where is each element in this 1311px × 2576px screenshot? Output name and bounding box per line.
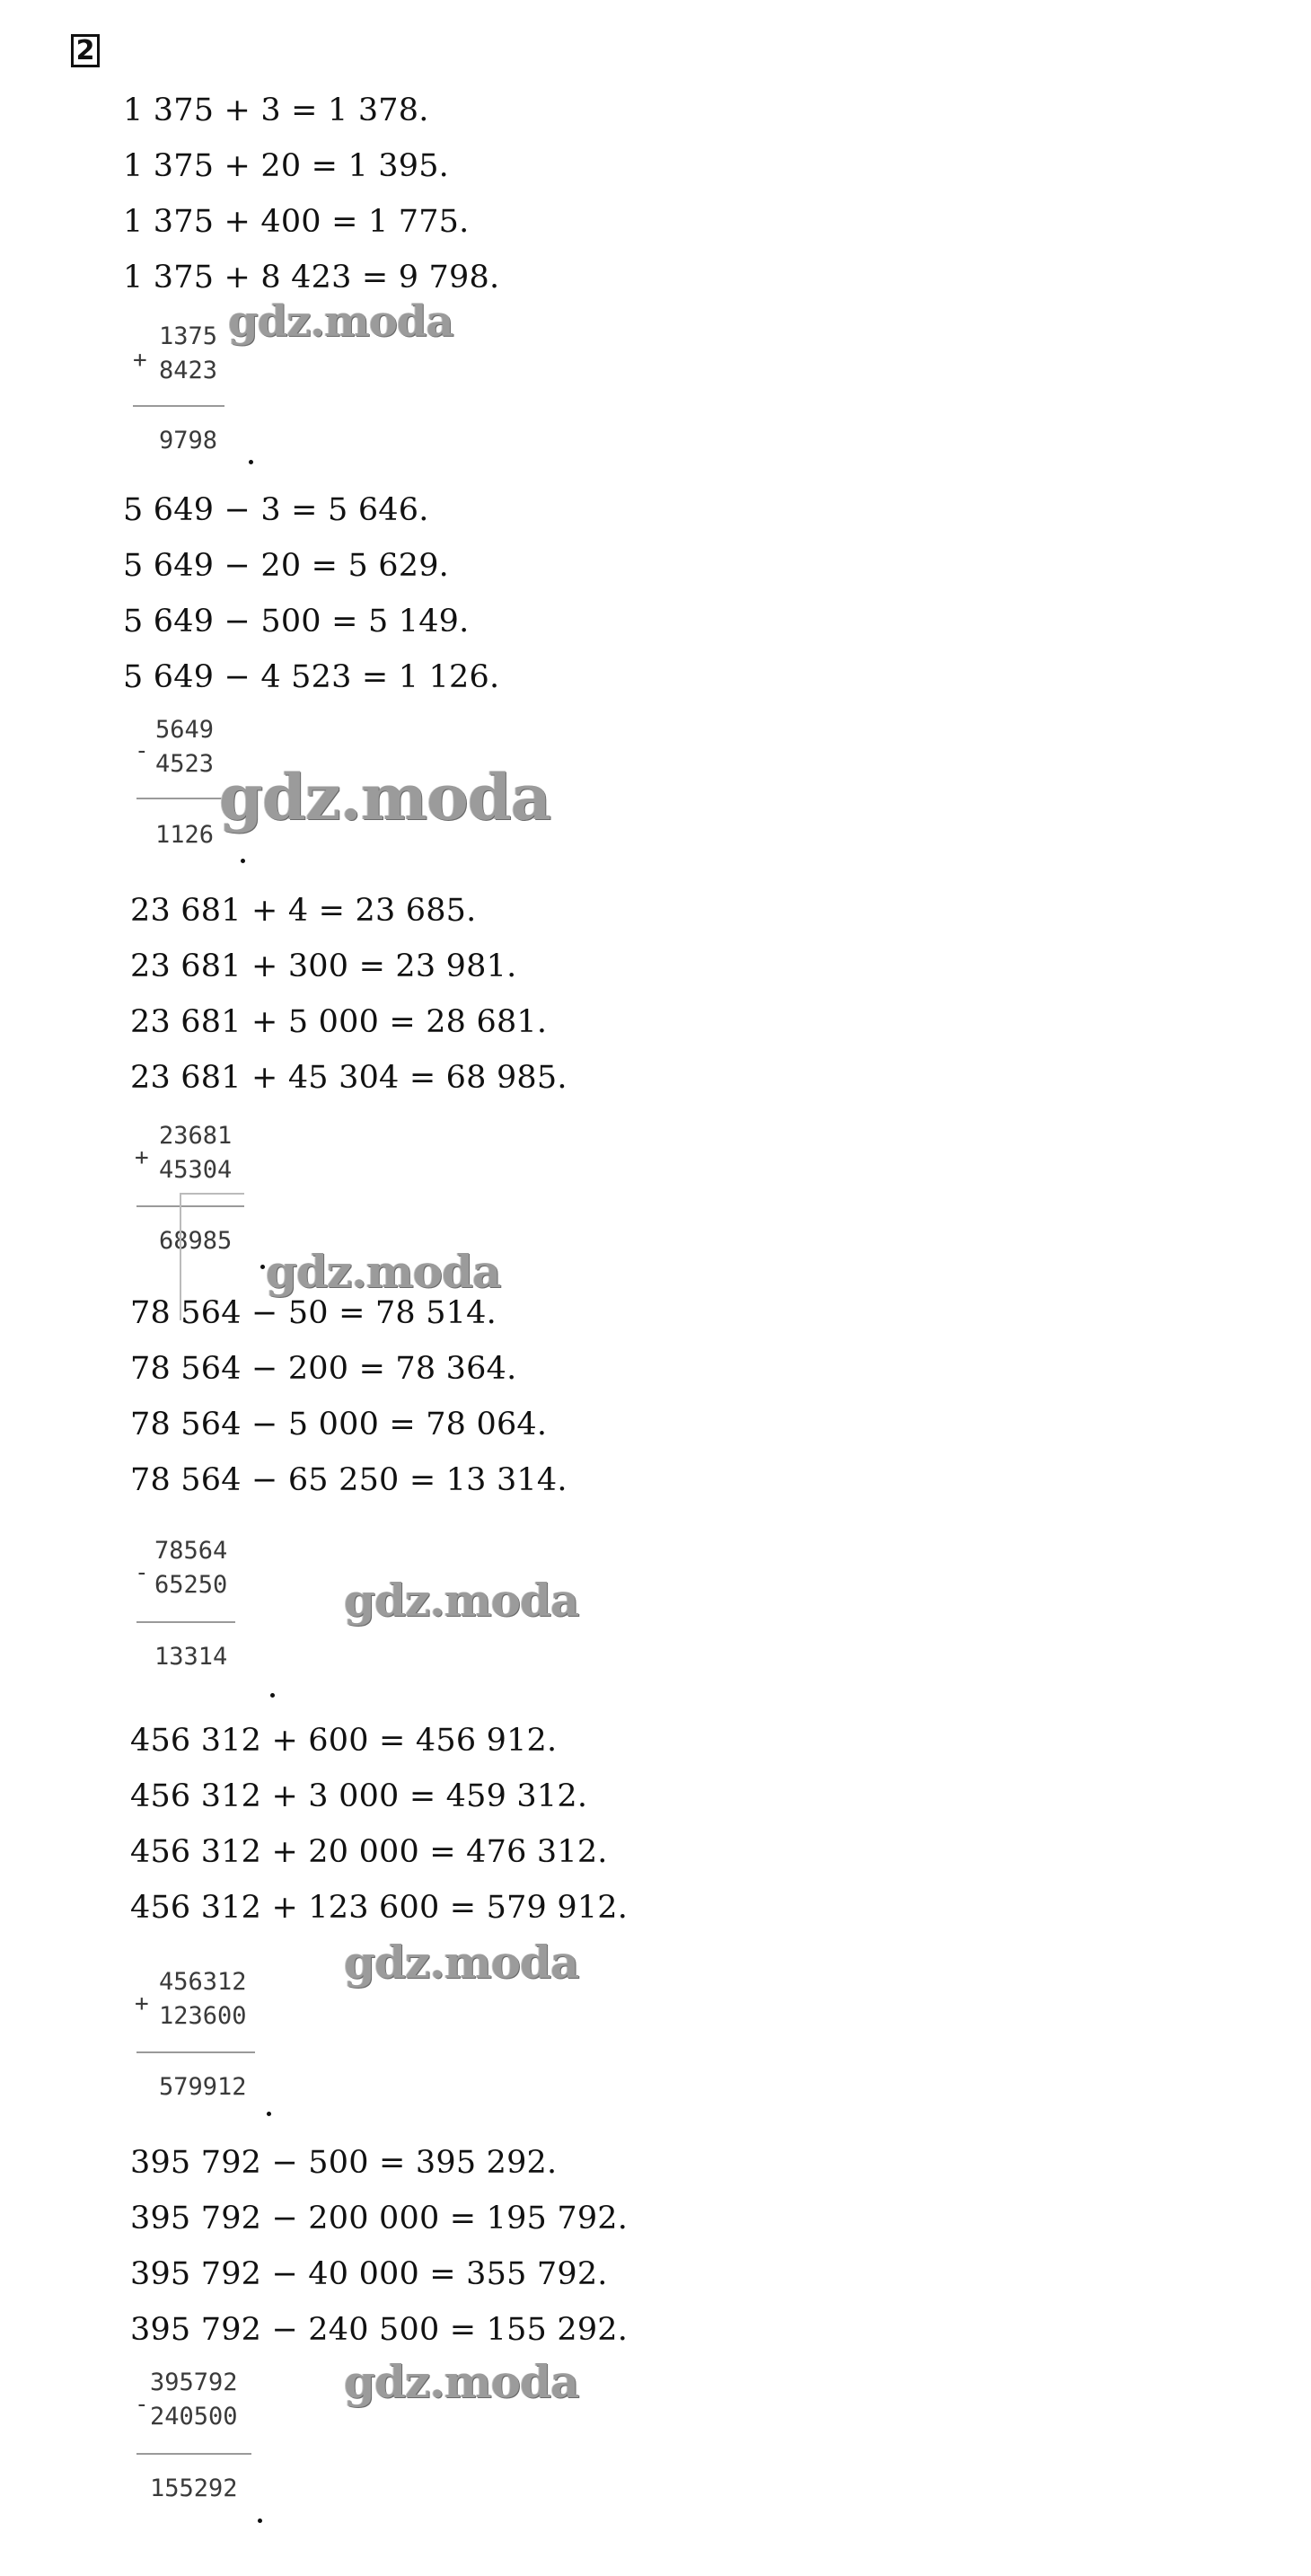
equation-line: 5 649 − 500 = 5 149.: [123, 604, 470, 640]
column-bottom-operand: 123600: [159, 2002, 247, 2030]
equation-line: 78 564 − 5 000 = 78 064.: [130, 1407, 548, 1442]
equation-line: 395 792 − 40 000 = 355 792.: [130, 2256, 608, 2292]
column-calculation: [135, 1969, 287, 2130]
period-dot: [258, 2519, 262, 2523]
period-dot: [260, 1265, 265, 1269]
result-line: [136, 2453, 251, 2455]
column-bottom-operand: 8423: [159, 357, 218, 384]
result-line: [136, 798, 226, 799]
column-bottom-operand: 240500: [150, 2403, 238, 2430]
equation-line: 5 649 − 20 = 5 629.: [123, 548, 450, 584]
column-top-operand: 1375: [159, 322, 218, 350]
operation-sign: -: [135, 1559, 149, 1586]
period-dot: [267, 2112, 271, 2116]
column-top-operand: 23681: [159, 1122, 233, 1150]
equation-line: 1 375 + 3 = 1 378.: [123, 93, 429, 128]
equation-line: 395 792 − 200 000 = 195 792.: [130, 2201, 629, 2236]
watermark-text: gdz.moda: [344, 1936, 579, 1989]
equation-line: 5 649 − 4 523 = 1 126.: [123, 659, 500, 695]
equation-line: 395 792 − 240 500 = 155 292.: [130, 2312, 629, 2348]
equation-line: 395 792 − 500 = 395 292.: [130, 2145, 558, 2181]
period-dot: [249, 460, 253, 464]
operation-sign: -: [135, 2391, 149, 2418]
equation-line: 23 681 + 45 304 = 68 985.: [130, 1060, 568, 1096]
watermark-text: gdz.moda: [266, 1245, 501, 1298]
column-calculation: [135, 1538, 287, 1699]
watermark-text: gdz.moda: [344, 1574, 579, 1627]
column-result: 68985: [159, 1227, 233, 1255]
equation-line: 1 375 + 400 = 1 775.: [123, 204, 470, 240]
column-result: 579912: [159, 2073, 247, 2101]
equation-line: 456 312 + 20 000 = 476 312.: [130, 1834, 608, 1870]
column-result: 155292: [150, 2475, 238, 2502]
task-number-box: 2: [71, 34, 100, 67]
equation-line: 456 312 + 123 600 = 579 912.: [130, 1890, 629, 1926]
column-result: 13314: [154, 1643, 228, 1671]
operation-sign: -: [135, 737, 149, 764]
column-top-operand: 78564: [154, 1537, 228, 1565]
watermark-text: gdz.moda: [219, 760, 551, 834]
column-top-operand: 395792: [150, 2369, 238, 2396]
column-calculation: [135, 2369, 287, 2531]
column-result: 1126: [155, 821, 215, 849]
equation-line: 5 649 − 3 = 5 646.: [123, 492, 429, 528]
period-dot: [241, 859, 245, 863]
equation-line: 78 564 − 200 = 78 364.: [130, 1351, 517, 1387]
equation-line: 456 312 + 600 = 456 912.: [130, 1723, 558, 1759]
equation-line: 1 375 + 20 = 1 395.: [123, 148, 450, 184]
equation-line: 78 564 − 50 = 78 514.: [130, 1295, 497, 1331]
operation-sign: +: [135, 1144, 149, 1171]
column-bottom-operand: 45304: [159, 1156, 233, 1184]
watermark-text: gdz.moda: [344, 2355, 579, 2408]
result-line: [136, 2051, 255, 2053]
result-line: [136, 1621, 235, 1623]
equation-line: 23 681 + 4 = 23 685.: [130, 893, 477, 929]
column-result: 9798: [159, 427, 218, 454]
equation-line: 78 564 − 65 250 = 13 314.: [130, 1462, 568, 1498]
column-bottom-operand: 65250: [154, 1571, 228, 1599]
equation-line: 23 681 + 5 000 = 28 681.: [130, 1004, 548, 1040]
watermark-text: gdz.moda: [228, 296, 453, 347]
equation-line: 23 681 + 300 = 23 981.: [130, 948, 517, 984]
period-dot: [270, 1693, 275, 1698]
equation-line: 456 312 + 3 000 = 459 312.: [130, 1778, 588, 1814]
result-line: [133, 405, 224, 407]
column-bottom-operand: 4523: [155, 750, 215, 778]
column-top-operand: 5649: [155, 716, 215, 744]
column-top-operand: 456312: [159, 1968, 247, 1996]
operation-sign: +: [135, 1990, 149, 2017]
operation-sign: +: [133, 347, 147, 374]
equation-line: 1 375 + 8 423 = 9 798.: [123, 260, 500, 296]
